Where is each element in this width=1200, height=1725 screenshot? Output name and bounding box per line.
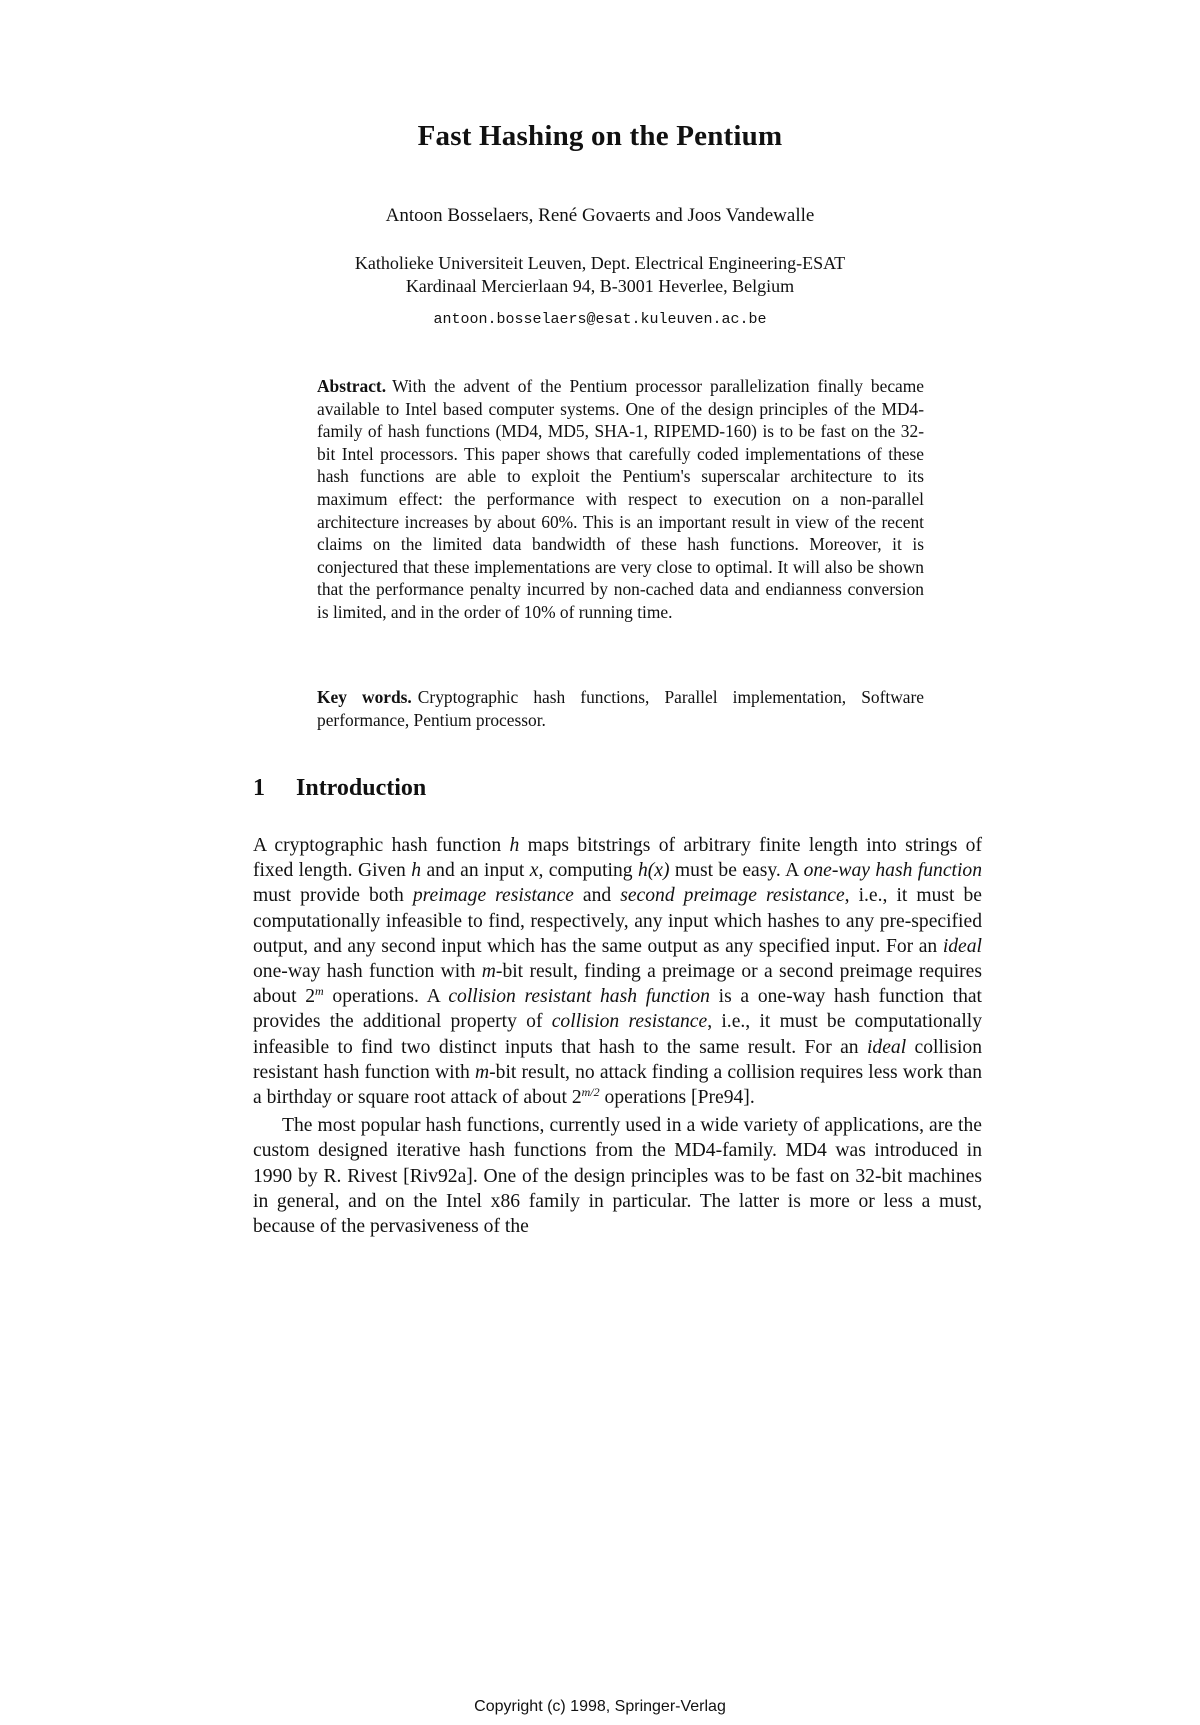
authors: Antoon Bosselaers, René Govaerts and Joos Vandewalle	[385, 205, 815, 226]
text-run: A cryptographic hash function	[253, 835, 510, 856]
affiliation-line-2: Kardinaal Mercierlaan 94, B-3001 Heverlee, Belgium	[405, 276, 795, 296]
math-var: m	[474, 1061, 490, 1083]
text-run: , computing	[538, 860, 638, 882]
abstract-text: With the advent of the Pentium processor parallelization finally became available to Intel based computer systems. One of the design principles of the MD4-family of hash functions (MD4, MD5, SHA-1, RIPEMD-160) is to be fast on the 32-bit Intel processors. This paper shows that carefully coded implementations of these hash functions are able to exploit the Pentium's superscalar architecture to its maximum effect: the performance with respect to execution on a non-parallel architecture increases by about 60%. This is an important result in view of the recent claims on the limited data bandwidth of these hash functions. Moreover, it is conjectured that these implementations are very close to optimal. It will also be shown that the performance penalty incurred by non-cached data and endianness conversion is limited, and in the order of 10% of running time.	[317, 376, 924, 622]
text-run: and	[573, 885, 621, 907]
text-run: -bit result, no attack finding a collision requires less work than a birthday or square root attack of about 2	[253, 1061, 983, 1109]
keywords	[317, 686, 924, 731]
paper-title: Fast Hashing on the Pentium	[417, 120, 783, 152]
text-run: operations [Pre94].	[599, 1087, 755, 1109]
text-run: maps bitstrings of arbitrary finite length into strings of fixed length. Given	[253, 835, 983, 882]
math-var: h	[509, 835, 520, 856]
math-expr: h(x)	[637, 860, 670, 882]
body-text	[253, 833, 982, 1239]
affiliation-line-1: Katholieke Universiteit Leuven, Dept. Electrical Engineering-ESAT	[354, 253, 846, 273]
emphasis: second preimage resistance	[620, 885, 845, 907]
emphasis: preimage resistance	[412, 885, 574, 907]
abstract-label: Abstract.	[317, 376, 387, 396]
text-run: and an input	[421, 860, 530, 882]
section-heading	[253, 775, 426, 802]
math-var: x	[529, 860, 539, 882]
text-run: -bit result, finding a preimage or a second preimage requires about 2	[253, 961, 982, 1008]
text-run: must provide both	[253, 885, 413, 907]
keywords-text: Cryptographic hash functions, Parallel implementation, Software performance, Pentium processor.	[317, 687, 924, 730]
emphasis: collision resistant hash function	[448, 986, 710, 1008]
emphasis: ideal	[866, 1036, 907, 1058]
keywords-label: Key words.	[317, 687, 412, 707]
author-email: antoon.bosselaers@esat.kuleuven.ac.be	[433, 311, 767, 328]
text-run: must be easy. A	[669, 860, 804, 882]
paragraph-1	[253, 833, 982, 1110]
math-var: h	[411, 860, 422, 882]
text-run: operations. A	[323, 986, 449, 1008]
affiliation	[0, 252, 1200, 298]
emphasis: collision resistance	[551, 1011, 708, 1033]
text-run: , i.e., it must be computationally infeasible to find two distinct inputs that hash to the same result. For an	[253, 1011, 983, 1058]
text-run: one-way hash function with	[253, 961, 482, 983]
section-title: Introduction	[296, 775, 427, 801]
abstract	[317, 375, 924, 624]
math-var: m	[481, 961, 496, 983]
section-number: 1	[253, 775, 265, 801]
copyright-footer: Copyright (c) 1998, Springer-Verlag	[474, 1698, 726, 1715]
math-exponent: m	[315, 984, 324, 999]
text-run: , i.e., it must be computationally infeasible to find, respectively, any input which hashes to any pre-specified output, and any second input which has the same output as any specified input. For an	[253, 885, 982, 957]
math-exponent: m/2	[581, 1085, 600, 1100]
paragraph-2: The most popular hash functions, currently used in a wide variety of applications, are the custom designed iterative hash functions from the MD4-family. MD4 was introduced in 1990 by R. Rivest [Riv92a]. One of the design principles was to be fast on 32-bit machines in general, and on the Intel x86 family in particular. The latter is more or less a must, because of the pervasiveness of the	[253, 1115, 982, 1238]
emphasis: one-way hash function	[803, 860, 982, 882]
text-run: is a one-way hash function that provides the additional property of	[253, 986, 983, 1033]
emphasis: ideal	[942, 935, 982, 957]
text-run: collision resistant hash function with	[253, 1036, 983, 1083]
